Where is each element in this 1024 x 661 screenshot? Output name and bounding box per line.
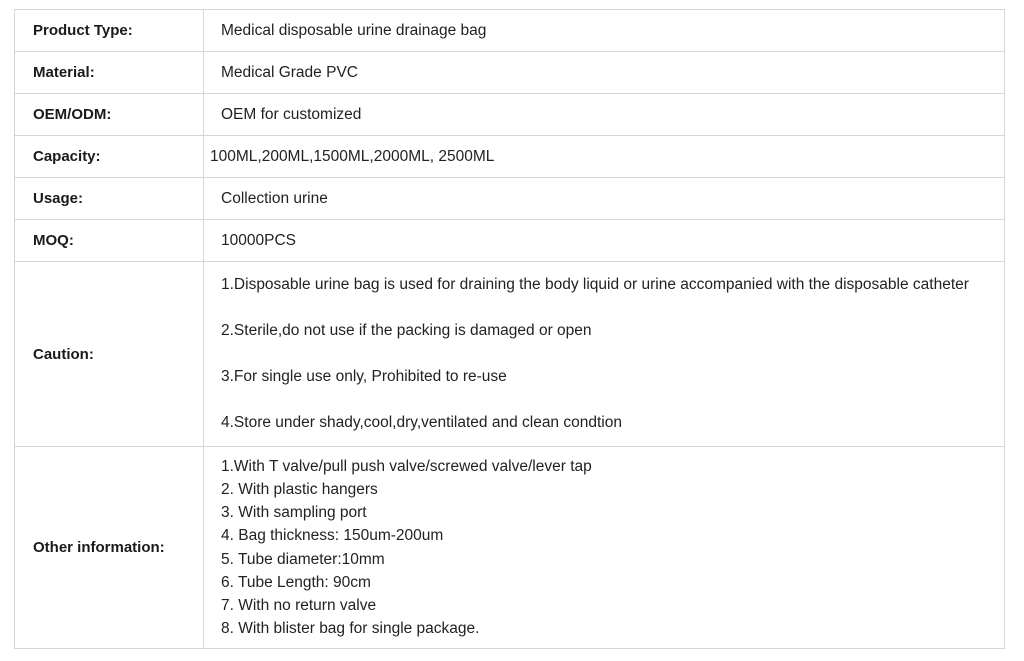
other-line-1: 1.With T valve/pull push valve/screwed valve/lever tap xyxy=(221,457,592,475)
oem-odm-value: OEM for customized xyxy=(204,94,1005,136)
table-row-moq xyxy=(15,220,1005,262)
oem-odm-label: OEM/ODM: xyxy=(15,94,204,136)
table-row-material xyxy=(15,52,1005,94)
table-row-product-type xyxy=(15,10,1005,52)
caution-line-1: 1.Disposable urine bag is used for draining the body liquid or urine accompanied with the disposable catheter xyxy=(221,276,969,293)
material-label: Material: xyxy=(15,52,204,94)
other-line-4: 4. Bag thickness: 150um-200um xyxy=(221,527,444,545)
other-line-7: 7. With no return valve xyxy=(221,596,377,614)
other-line-3: 3. With sampling port xyxy=(221,504,367,522)
moq-value: 10000PCS xyxy=(204,220,1005,262)
caution-line-3: 3.For single use only, Prohibited to re-use xyxy=(221,368,507,385)
table-row-capacity xyxy=(15,136,1005,178)
caution-line-2: 2.Sterile,do not use if the packing is damaged or open xyxy=(221,322,592,339)
table-row-other-information xyxy=(15,447,1005,649)
caution-label: Caution: xyxy=(15,262,204,447)
product-spec-table xyxy=(14,9,1005,649)
capacity-label: Capacity: xyxy=(15,136,204,178)
other-line-5: 5. Tube diameter:10mm xyxy=(221,550,385,568)
usage-value: Collection urine xyxy=(204,178,1005,220)
caution-line-4: 4.Store under shady,cool,dry,ventilated and clean condtion xyxy=(221,414,622,431)
other-line-6: 6. Tube Length: 90cm xyxy=(221,573,371,591)
table-row-usage xyxy=(15,178,1005,220)
other-information-value xyxy=(204,447,1005,649)
other-line-2: 2. With plastic hangers xyxy=(221,480,378,498)
caution-value xyxy=(204,262,1005,447)
product-type-value: Medical disposable urine drainage bag xyxy=(204,10,1005,52)
moq-label: MOQ: xyxy=(15,220,204,262)
product-type-label: Product Type: xyxy=(15,10,204,52)
material-value: Medical Grade PVC xyxy=(204,52,1005,94)
table-row-caution xyxy=(15,262,1005,447)
table-row-oem-odm xyxy=(15,94,1005,136)
usage-label: Usage: xyxy=(15,178,204,220)
capacity-value: 100ML,200ML,1500ML,2000ML, 2500ML xyxy=(204,136,1005,178)
other-information-label: Other information: xyxy=(15,447,204,649)
other-line-8: 8. With blister bag for single package. xyxy=(221,620,480,638)
